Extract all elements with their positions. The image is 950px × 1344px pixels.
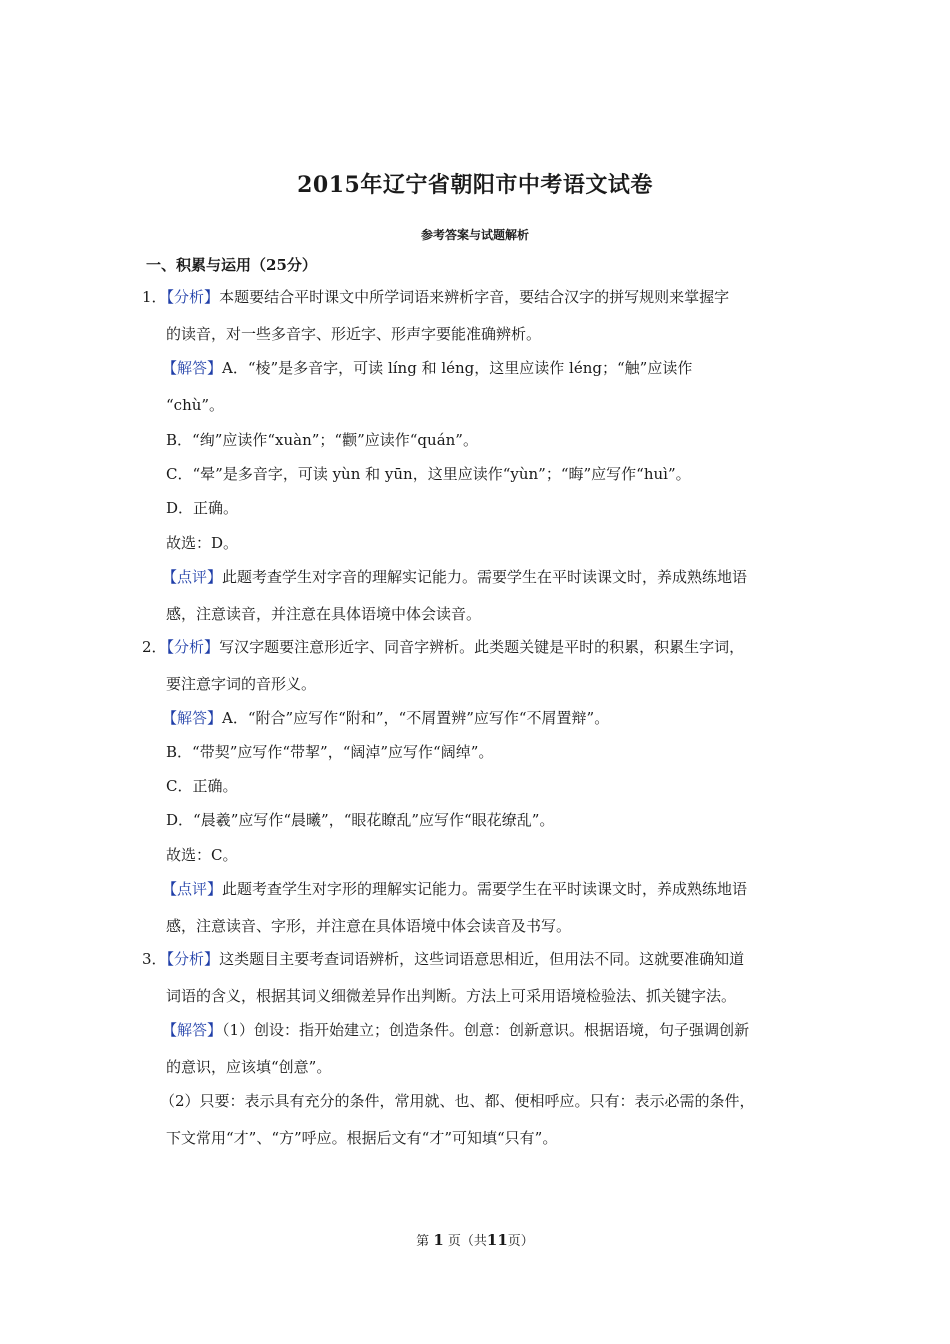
question-number: 2． [142,638,167,656]
page-title: 2015年辽宁省朝阳市中考语文试卷 [297,172,653,198]
question-number: 3． [142,950,167,968]
page-footer [0,1230,950,1249]
answer-text: （1）创设：指开始建立；创造条件。创意：创新意识。根据语境，句子强调创新 [222,1021,750,1039]
analysis-tag: 【分析】 [166,638,220,656]
q3-analysis-line-2: 词语的含义，根据其词义细微差异作出判断。方法上可采用语境检验法、抓关键字法。 [166,987,737,1005]
q2-answer-line [162,708,609,728]
footer-prefix: 第 [416,1234,430,1249]
footer-suffix: 页） [507,1234,534,1249]
q3-answer-2-line: （2）只要：表示具有充分的条件，常用就、也、都、便相呼应。只有：表示必需的条件， [160,1092,755,1110]
page-number: 1 [433,1231,444,1249]
analysis-text: 本题要结合平时课文中所学词语来辨析字音，要结合汉字的拼写规则来掌握字 [219,288,730,306]
q3-answer-2-line-2: 下文常用“才”、“方”呼应。根据后文有“才”可知填“只有”。 [166,1129,558,1147]
analysis-tag: 【分析】 [166,288,220,306]
q3-analysis-line [142,949,744,969]
answer-tag: 【解答】 [162,1021,223,1039]
answer-tag: 【解答】 [162,359,223,377]
page-subtitle: 参考答案与试题解析 [420,228,529,242]
analysis-text: 写汉字题要注意形近字、同音字辨析。此类题关键是平时的积累，积累生字词， [219,638,745,656]
q1-choice: 故选：D。 [166,534,239,552]
q3-answer-line [162,1020,749,1040]
analysis-text: 这类题目主要考查词语辨析，这些词语意思相近，但用法不同。这就要准确知道 [219,950,745,968]
answer-text: A．“棱”是多音字，可读 líng 和 léng，这里应读作 léng；“触”应读作 [222,359,693,377]
q2-answer-b: B．“带契”应写作“带挈”，“阔淖”应写作“阔绰”。 [166,743,494,761]
q2-answer-c: C．正确。 [166,777,238,795]
analysis-tag: 【分析】 [166,950,220,968]
q1-comment-line-2: 感，注意读音，并注意在具体语境中体会读音。 [166,605,482,623]
q2-analysis-line-2: 要注意字词的音形义。 [166,675,317,693]
q2-comment-line [162,879,747,899]
q2-comment-line-2: 感，注意读音、字形，并注意在具体语境中体会读音及书写。 [166,917,572,935]
q2-answer-d: D．“晨羲”应写作“晨曦”，“眼花瞭乱”应写作“眼花缭乱”。 [166,811,555,829]
page-total: 11 [486,1231,508,1249]
q1-answer-a-line-2: “chù”。 [166,396,225,414]
section-heading: 一、积累与运用（25分） [146,256,317,274]
comment-tag: 【点评】 [162,568,223,586]
comment-text: 此题考查学生对字形的理解实记能力。需要学生在平时读课文时，养成熟练地语 [222,880,748,898]
q1-analysis-line [142,287,729,307]
q2-analysis-line [142,637,744,657]
footer-middle: 页（共 [447,1234,487,1249]
q1-analysis-line-2: 的读音，对一些多音字、形近字、形声字要能准确辨析。 [166,325,542,343]
q1-answer-c: C．“晕”是多音字，可读 yùn 和 yūn，这里应读作“yùn”；“晦”应写作“huì”。 [166,465,691,483]
q2-choice: 故选：C。 [166,846,238,864]
q1-answer-line [162,358,692,378]
answer-tag: 【解答】 [162,709,223,727]
q1-comment-line [162,567,747,587]
q1-answer-b: B．“绚”应读作“xuàn”；“颧”应读作“quán”。 [166,431,478,449]
question-number: 1． [142,288,167,306]
comment-tag: 【点评】 [162,880,223,898]
comment-text: 此题考查学生对字音的理解实记能力。需要学生在平时读课文时，养成熟练地语 [222,568,748,586]
answer-text: A．“附合”应写作“附和”，“不屑置辨”应写作“不屑置辩”。 [222,709,610,727]
q1-answer-d: D．正确。 [166,499,239,517]
q3-answer-1-line-2: 的意识，应该填“创意”。 [166,1058,332,1076]
